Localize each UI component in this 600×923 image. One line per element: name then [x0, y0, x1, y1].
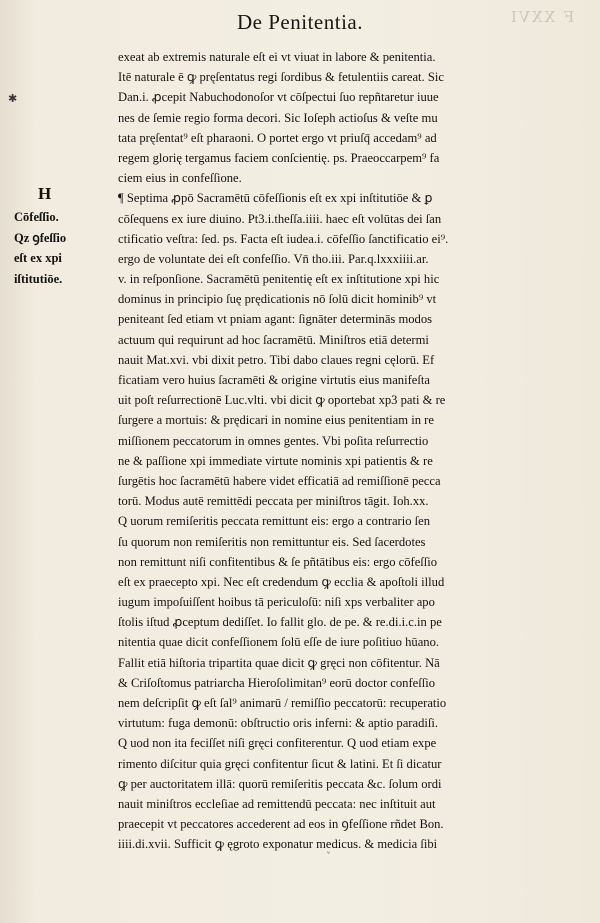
foot-mark: ˇ	[326, 852, 331, 863]
page-title: De Penitentia.	[237, 10, 363, 34]
text-line: regem glorię tergamus faciem conſcientię. ps. Praeoccarpem⁹ fa	[118, 150, 440, 165]
text-line: iugum impoſuiſſent hoibus tā periculoſū: niſi xps verbaliter apo	[118, 595, 435, 610]
text-line: eſt ex praecepto xpi. Nec eſt credendum ꝙ ecclia & apoſtoli illud	[118, 574, 445, 589]
text-line: nitentia quae dicit confeſſionem ſolū eſſe de iure poſitiuo hūano.	[118, 635, 440, 650]
text-line: dominus in principio ſuę prędicationis nō ſolū dicit hominib⁹ vt	[118, 292, 437, 307]
text-line: virtutum: fuga demonū: obſtructio oris inferni: & aptio paradiſi.	[118, 716, 439, 731]
text-line: actuum qui requirunt ad hoc ſacramētū. Miniſtros etiā determi	[118, 332, 429, 347]
text-line: ¶ Septima ꝓpō Sacramētū cōfeſſionis eſt ex xpi inſtitutiōe & ꝑ	[118, 191, 433, 206]
margin-mark: ✱	[8, 92, 18, 105]
text-line: Fallit etiā hiſtoria tripartita quae dicit ꝙ gręci non cōfitentur. Nā	[118, 655, 440, 670]
text-line: ne & paſſione xpi immediate virtute nominis xpi patientis & re	[118, 453, 433, 468]
text-line: non remittunt niſi confitentibus & ſe pñtātibus eis: ergo cōfeſſio	[118, 554, 438, 569]
text-line: torū. Modus autē remittēdi peccata per miniſtros tāgit. Ioh.xx.	[118, 494, 429, 509]
text-line: Itē naturale ē ꝙ pręſentatus regi ſordibus & fetulentiis careat. Sic	[118, 70, 444, 85]
text-line: ctificatio veſtra: ſed. ps. Facta eſt iudea.i. cōfeſſio ſanctificatio ei⁹.	[118, 231, 449, 246]
text-line: Q uod non ita feciſſet niſi gręci confiterentur. Q uod etiam expe	[118, 736, 437, 751]
text-line: exeat ab extremis naturale eſt ei vt viuat in labore & penitentia.	[118, 50, 436, 64]
text-line: ciem eius in confeſſione.	[118, 171, 242, 186]
text-line: ſurgētis hoc ſacramētū habere videt efficatiā ad remiſſionē pecca	[118, 473, 441, 488]
text-line: ergo de voluntate dei eſt confeſſio. Vn̄ tho.iii. Par.q.lxxxiiii.ar.	[118, 251, 429, 266]
marginal-notes	[14, 207, 114, 289]
body-text	[118, 47, 580, 855]
text-line: ſu quorum non remiſeritis non remittuntur eis. Sed ſacerdotes	[118, 534, 426, 549]
text-line: ſtolis iſtud ꝓceptum dediſſet. Io fallit glo. de pe. & re.di.i.c.in pe	[118, 615, 442, 630]
bleed-through-text: F XXVI	[508, 8, 574, 26]
text-line: nauit Mat.xvi. vbi dixit petro. Tibi dabo claues regni cęlorū. Ef	[118, 352, 435, 367]
side-note: iſtitutiōe.	[14, 271, 63, 286]
text-line: uit poſt reſurrectionē Luc.vlti. vbi dicit ꝙ oportebat xp3 pati & re	[118, 393, 446, 408]
text-line: cōſequens ex iure diuino. Pt3.i.theſſa.iiii. haec eſt volūtas dei ſan	[118, 211, 442, 226]
text-line: miſſionem peccatorum in omnes gentes. Vbi poſita reſurrectio	[118, 433, 429, 448]
side-note: Qz ꝯfeſſio	[14, 230, 67, 245]
section-letter: H	[38, 184, 52, 203]
text-line: iiii.di.xvii. Sufficit ꝙ ęgroto exponatur medicus. & medicia ſibi	[118, 837, 438, 852]
text-line: tata pręſentat⁹ eſt pharaoni. O portet ergo vt priuſq̄ accedam⁹ ad	[118, 130, 437, 145]
side-note: Cōfeſſio.	[14, 210, 59, 224]
text-line: Q uorum remiſeritis peccata remittunt eis: ergo a contrario ſen	[118, 514, 431, 529]
text-line: nauit miniſtros eccleſiae ad remittendū peccata: nec inſtituit aut	[118, 796, 436, 811]
text-line: peniteant ſed etiam vt pniam agant: ſignāter determinās modos	[118, 312, 433, 327]
text-line: praecepit vt peccatores accederent ad eos in ꝯfeſſione rñdet Bon.	[118, 817, 444, 832]
text-line: ſurgere a mortuis: & prędicari in nomine eius penitentiam in re	[118, 413, 434, 428]
text-line: nem deſcripſit ꝙ eſt ſal⁹ animarū / remiſſio peccatorū: recuperatio	[118, 696, 447, 710]
text-line: ꝙ per auctoritatem illā: quorū remiſeritis peccata &c. ſolum ordi	[118, 776, 442, 791]
text-line: ficatiam vero huius ſacramēti & origine virtutis eius manifeſta	[118, 373, 430, 387]
text-line: v. in reſponſione. Sacramētū penitentię eſt ex inſtitutione xpi hic	[118, 272, 440, 287]
running-header	[0, 10, 600, 35]
text-line: & Criſoſtomus patriarcha Hieroſolimitan⁹ eorū doctor confeſſio	[118, 675, 436, 690]
side-note: eſt ex xpi	[14, 251, 62, 265]
text-line: rimento diſcitur quia gręci confitentur ſicut & latini. Et ſi dicatur	[118, 756, 442, 771]
text-line: nes de ſemie regio forma decori. Sic Ioſeph actioſus & veſte mu	[118, 110, 438, 125]
text-line: Dan.i. ꝓcepit Nabuchodonoſor vt cōſpectui ſuo repñtaretur iuue	[118, 90, 439, 105]
